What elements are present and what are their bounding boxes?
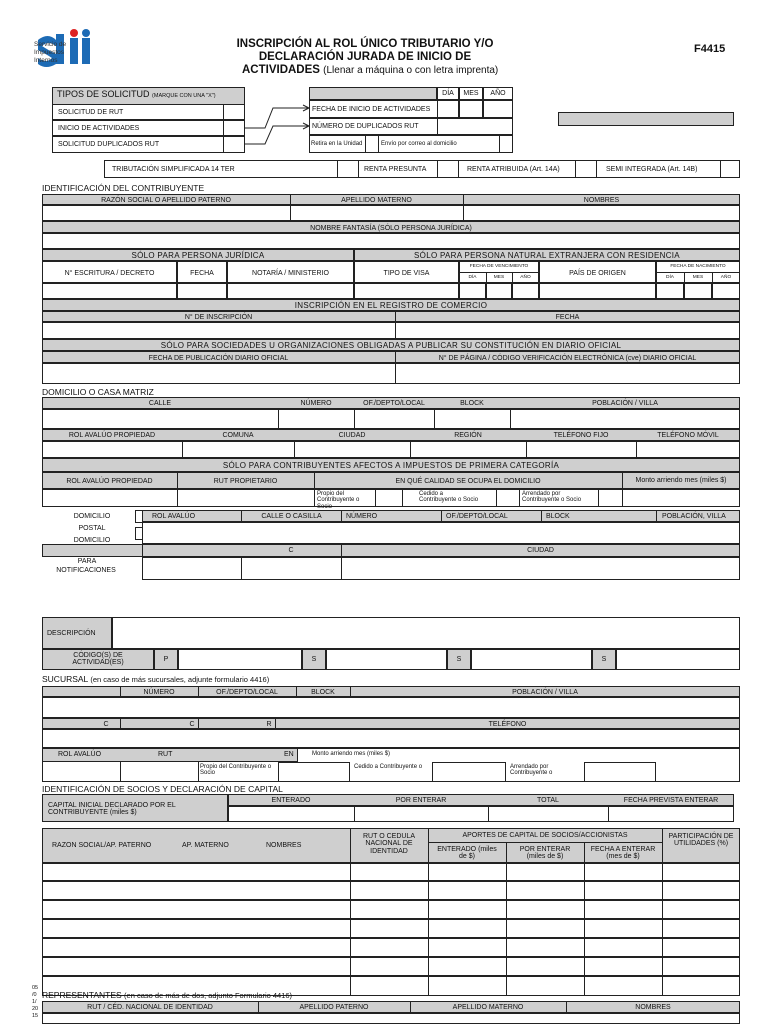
socios-aportes-label: APORTES DE CAPITAL DE SOCIOS/ACCIONISTAS	[462, 832, 628, 839]
pais-label: PAÍS DE ORIGEN	[569, 270, 626, 277]
codigo-s2-input[interactable]	[471, 649, 592, 670]
postal-row-input[interactable]	[142, 522, 740, 544]
sii-logo	[34, 28, 94, 72]
postal-ciudad-input[interactable]	[142, 557, 740, 580]
checkbox-envio-correo[interactable]	[499, 135, 513, 153]
fecha-inicio-label: FECHA DE INICIO DE ACTIVIDADES	[312, 106, 431, 113]
suc-cedido-label: Cedido a Contribuyente o	[354, 764, 423, 770]
registro-num-input[interactable]	[42, 322, 396, 339]
dom-calle-input[interactable]	[42, 409, 279, 429]
dom-rol-label: ROL AVALÚO PROPIEDAD	[68, 432, 156, 439]
dom-comuna-label: COMUNA	[222, 432, 254, 439]
primera-propio-label: Propio del Contribuyente o Socio	[317, 491, 360, 510]
dom-ciudad-input[interactable]	[294, 441, 411, 458]
capital-fecha-input[interactable]	[608, 806, 734, 822]
escritura-input[interactable]	[42, 283, 177, 299]
dom-region-label: REGIÓN	[454, 432, 482, 439]
socios-row[interactable]	[42, 863, 740, 881]
dom-poblacion-input[interactable]	[510, 409, 740, 429]
notif-label: NOTIFICACIONES	[56, 567, 116, 574]
primera-rut-label: RUT PROPIETARIO	[213, 478, 278, 485]
registro-fecha-label: FECHA	[555, 314, 580, 321]
tipo-label-inicio: INICIO DE ACTIVIDADES	[58, 125, 140, 132]
registro-num-label: N° DE INSCRIPCIÓN	[184, 314, 253, 321]
socios-por-enterar-label: POR ENTERAR (miles de $)	[519, 846, 571, 861]
footer-code-1: 05	[32, 985, 39, 991]
tipo-label-duplicado: SOLICITUD DUPLICADOS RUT	[58, 141, 160, 148]
postal-dom-label-3: DOMICILIO	[73, 537, 111, 544]
codigo-s1-label: S	[311, 656, 317, 663]
socios-row[interactable]	[42, 938, 740, 957]
capital-enterado-input[interactable]	[228, 806, 355, 822]
fecha-header-blank	[309, 87, 437, 100]
diario-pagina-input[interactable]	[395, 363, 740, 384]
capital-total-label: TOTAL	[537, 797, 559, 804]
ident-razon-input[interactable]	[42, 205, 291, 221]
primera-rut-input[interactable]	[177, 489, 315, 507]
postal-c-label: C	[288, 547, 294, 554]
checkbox-retira-unidad[interactable]	[365, 135, 379, 153]
checkbox-suc-cedido[interactable]	[432, 762, 506, 782]
rep-materno-label: APELLIDO MATERNO	[452, 1004, 524, 1011]
fecha-inicio-ano-input[interactable]	[483, 100, 513, 118]
checkbox-presunta[interactable]	[437, 160, 459, 178]
rep-paterno-label: APELLIDO PATERNO	[299, 1004, 369, 1011]
representantes-title: REPRESENTANTES (en caso de más de dos, adjunto Formulario 4416)	[42, 990, 293, 1000]
suc-c-label-1: C	[103, 721, 109, 728]
dom-depto-input[interactable]	[354, 409, 435, 429]
notaria-label: NOTARÍA / MINISTERIO	[252, 270, 329, 277]
suc-r-label: R	[266, 721, 272, 728]
rep-rut-label: RUT / CÉD. NACIONAL DE IDENTIDAD	[87, 1004, 213, 1011]
codigo-p-label: P	[163, 656, 169, 663]
codigo-s3-input[interactable]	[616, 649, 740, 670]
sucursal-row-1-input[interactable]	[42, 697, 740, 718]
nacimiento-label: FECHA DE NACIMIENTO	[670, 264, 726, 269]
capital-title: IDENTIFICACIÓN DE SOCIOS Y DECLARACIÓN DE CAPITAL	[42, 784, 283, 794]
checkbox-primera-arrendado[interactable]	[598, 489, 623, 507]
socios-razon-label: RAZON SOCIAL/AP. PATERNO	[52, 842, 152, 849]
rep-row-input[interactable]	[42, 1013, 740, 1024]
capital-enterado-label: ENTERADO	[271, 797, 311, 804]
codigo-s2-label: S	[456, 656, 462, 663]
descripcion-input[interactable]	[112, 617, 740, 649]
venc-ano-input[interactable]	[512, 283, 539, 299]
juridica-fecha-label: FECHA	[190, 270, 214, 277]
postal-calle-label: CALLE O CASILLA	[261, 513, 322, 520]
nac-ano-input[interactable]	[712, 283, 740, 299]
ident-title: IDENTIFICACIÓN DEL CONTRIBUYENTE	[42, 183, 205, 193]
regimen-atribuida-label: RENTA ATRIBUIDA (Art. 14A)	[467, 166, 560, 173]
logo-line-2: Impuestos	[34, 49, 64, 56]
checkbox-inicio-actividades[interactable]	[223, 120, 245, 136]
checkbox-primera-cedido[interactable]	[496, 489, 520, 507]
dom-movil-label: TELÉFONO MÓVIL	[657, 432, 719, 439]
codigo-s3-label: S	[601, 656, 607, 663]
diario-title: SÓLO PARA SOCIEDADES U ORGANIZACIONES OBLIGADAS A PUBLICAR SU CONSTITUCIÓN EN DIARIO OFICIAL	[160, 341, 622, 350]
ident-materno-input[interactable]	[290, 205, 464, 221]
sucursal-row-2-input[interactable]	[42, 729, 740, 748]
checkbox-atribuida[interactable]	[575, 160, 597, 178]
capital-por-enterar-input[interactable]	[354, 806, 489, 822]
juridica-fecha-input[interactable]	[177, 283, 227, 299]
suc-rut-label: RUT	[158, 751, 173, 758]
postal-ciudad-label: CIUDAD	[527, 547, 554, 554]
suc-arrendado-label: Arrendado por Contribuyente o	[510, 764, 553, 777]
primera-monto-input[interactable]	[622, 489, 740, 507]
rep-nombres-label: NOMBRES	[635, 1004, 671, 1011]
dom-fijo-label: TELÉFONO FIJO	[553, 432, 609, 439]
regimen-semi-label: SEMI INTEGRADA (Art. 14B)	[606, 166, 698, 173]
notaria-input[interactable]	[227, 283, 354, 299]
dom-numero-input[interactable]	[278, 409, 355, 429]
arrow-connectors	[245, 100, 311, 150]
capital-total-input[interactable]	[488, 806, 609, 822]
nac-ano-label: AÑO	[720, 275, 732, 280]
socios-rut-label: RUT O CEDULA NACIONAL DE IDENTIDAD	[363, 833, 415, 855]
visa-label: TIPO DE VISA	[383, 270, 430, 277]
label-dia: DÍA	[442, 90, 454, 97]
suc-rol-label: ROL AVALÚO	[58, 751, 102, 758]
form-title-line-3	[242, 64, 498, 77]
vencimiento-label: FECHA DE VENCIMIENTO	[469, 264, 529, 269]
primera-monto-label: Monto arriendo mes (miles $)	[635, 477, 727, 484]
postal-poblacion-label: POBLACIÓN, VILLA	[662, 513, 726, 520]
fantasia-label: NOMBRE FANTASÍA (SÓLO PERSONA JURÍDICA)	[310, 225, 472, 232]
tipos-solicitud-title: TIPOS DE SOLICITUD (MARQUE CON UNA "X")	[57, 89, 216, 99]
extranjera-title: SÓLO PARA PERSONA NATURAL EXTRANJERA CON RESIDENCIA	[414, 251, 680, 260]
checkbox-14ter[interactable]	[337, 160, 359, 178]
label-ano: AÑO	[490, 90, 506, 97]
label-mes: MES	[463, 90, 479, 97]
nac-mes-input[interactable]	[684, 283, 712, 299]
primera-calidad-label: EN QUÉ CALIDAD SE OCUPA EL DOMICILIO	[395, 478, 541, 485]
ident-nombres-input[interactable]	[463, 205, 740, 221]
codigo-p-input[interactable]	[178, 649, 302, 670]
suc-propio-label: Propio del Contribuyente o Socio	[200, 764, 272, 777]
dom-calle-label: CALLE	[148, 400, 172, 407]
suc-block-label: BLOCK	[311, 689, 335, 696]
checkbox-semi[interactable]	[720, 160, 740, 178]
form-code: F4415	[694, 43, 726, 55]
dom-numero-label: NÚMERO	[300, 400, 332, 407]
postal-rol-label: ROL AVALÚO	[152, 513, 196, 520]
socios-materno-label: AP. MATERNO	[182, 842, 229, 849]
socios-nombres-label: NOMBRES	[266, 842, 302, 849]
logo-line-1: Servicio de	[34, 41, 67, 48]
retira-unidad-label: Retira en la Unidad	[311, 141, 363, 147]
diario-fecha-label: FECHA DE PUBLICACIÓN DIARIO OFICIAL	[148, 355, 289, 362]
suc-depto-label: OF./DEPTO/LOCAL	[216, 689, 278, 696]
registro-fecha-input[interactable]	[395, 322, 740, 339]
form-title-note: (Llenar a máquina o con letra imprenta)	[323, 65, 499, 76]
dom-ciudad-label: CIUDAD	[338, 432, 366, 439]
venc-ano-label: AÑO	[520, 275, 531, 280]
tipo-label-rut: SOLICITUD DE RUT	[58, 109, 124, 116]
form-title-line-2: DECLARACIÓN JURADA DE INICIO DE	[258, 51, 472, 63]
primera-cedido-label: Cedido a Contribuyente o Socio	[419, 491, 479, 504]
postal-block-label: BLOCK	[546, 513, 570, 520]
ident-razon-label: RAZÓN SOCIAL O APELLIDO PATERNO	[101, 197, 231, 204]
capital-por-enterar-label: POR ENTERAR	[395, 797, 447, 804]
capital-fecha-label: FECHA PREVISTA ENTERAR	[623, 797, 719, 804]
descripcion-label: DESCRIPCIÓN	[47, 630, 96, 637]
visa-input[interactable]	[354, 283, 459, 299]
suc-monto-label: Monto arriendo mes (miles $)	[312, 751, 391, 757]
fantasia-input[interactable]	[42, 233, 740, 249]
envio-correo-label: Envío por correo al domicilio	[381, 141, 457, 147]
pais-input[interactable]	[539, 283, 656, 299]
socios-enterado-label: ENTERADO (miles de $)	[437, 846, 497, 861]
capital-declarado-label: CAPITAL INICIAL DECLARADO POR EL CONTRIBUYENTE (miles $)	[48, 802, 176, 817]
footer-code-3: 1/	[32, 999, 37, 1005]
nac-dia-input[interactable]	[656, 283, 684, 299]
ident-nombres-label: NOMBRES	[583, 197, 620, 204]
footer-code-2: /0	[32, 992, 37, 998]
juridica-title: SÓLO PARA PERSONA JURÍDICA	[131, 251, 265, 260]
codigos-label: CÓDIGO(S) DE ACTIVIDAD(ES)	[72, 652, 124, 667]
venc-mes-input[interactable]	[486, 283, 512, 299]
postal-numero-label: NÚMERO	[346, 513, 378, 520]
dom-depto-label: OF./DEPTO/LOCAL	[363, 400, 425, 407]
dom-region-input[interactable]	[410, 441, 527, 458]
sucursal-title: SUCURSAL (en caso de más sucursales, adjunte formulario 4416)	[42, 674, 270, 684]
notif-para-label: PARA	[77, 558, 97, 565]
venc-dia-input[interactable]	[459, 283, 486, 299]
logo-line-3: Internos	[34, 57, 58, 64]
num-duplicados-input[interactable]	[437, 118, 513, 135]
rut-asignado-field[interactable]	[558, 112, 734, 126]
checkbox-duplicados-rut[interactable]	[223, 136, 245, 153]
registro-title: INSCRIPCIÓN EN EL REGISTRO DE COMERCIO	[294, 301, 488, 310]
socios-fecha-label: FECHA A ENTERAR (mes de $)	[590, 846, 656, 861]
form-title-activities: ACTIVIDADES	[242, 64, 320, 76]
socios-row[interactable]	[42, 957, 740, 976]
postal-dom-label-2: POSTAL	[78, 525, 106, 532]
footer-code-5: 15	[32, 1013, 39, 1019]
nac-dia-label: DÍA	[666, 275, 674, 280]
dom-poblacion-label: POBLACIÓN / VILLA	[592, 400, 658, 407]
postal-dom-label-1: DOMICILIO	[73, 513, 111, 520]
suc-en-label: EN	[284, 751, 294, 758]
num-duplicados-label: NÚMERO DE DUPLICADOS RUT	[312, 123, 419, 130]
socios-row[interactable]	[42, 881, 740, 900]
dom-fijo-input[interactable]	[526, 441, 637, 458]
checkbox-solicitud-rut[interactable]	[223, 104, 245, 120]
regimen-presunta-label: RENTA PRESUNTA	[364, 166, 427, 173]
dom-block-input[interactable]	[434, 409, 511, 429]
codigo-s1-input[interactable]	[326, 649, 447, 670]
diario-pagina-label: N° DE PÁGINA / CÓDIGO VERIFICACIÓN ELECTRÓNICA (cve) DIARIO OFICIAL	[438, 355, 697, 362]
postal-depto-label: OF./DEPTO/LOCAL	[446, 513, 508, 520]
suc-numero-label: NÚMERO	[143, 689, 175, 696]
diario-fecha-input[interactable]	[42, 363, 396, 384]
regimen-14ter-label: TRIBUTACIÓN SIMPLIFICADA 14 TER	[112, 166, 235, 173]
socios-row[interactable]	[42, 900, 740, 919]
venc-mes-label: MES	[493, 275, 505, 280]
dom-comuna-input[interactable]	[182, 441, 295, 458]
escritura-label: N° ESCRITURA / DECRETO	[64, 270, 155, 277]
socios-row[interactable]	[42, 919, 740, 938]
ident-materno-label: APELLIDO MATERNO	[341, 197, 412, 204]
checkbox-primera-propio[interactable]	[375, 489, 403, 507]
footer-code-4: 20	[32, 1006, 39, 1012]
domicilio-title: DOMICILIO O CASA MATRIZ	[42, 387, 154, 397]
primera-rol-label: ROL AVALÚO PROPIEDAD	[66, 478, 153, 485]
venc-dia-label: DÍA	[468, 275, 477, 280]
primera-rol-input[interactable]	[42, 489, 178, 507]
primera-title: SÓLO PARA CONTRIBUYENTES AFECTOS A IMPUESTOS DE PRIMERA CATEGORÍA	[222, 461, 560, 470]
dom-movil-input[interactable]	[636, 441, 740, 458]
fecha-inicio-mes-input[interactable]	[459, 100, 483, 118]
dom-block-label: BLOCK	[460, 400, 484, 407]
suc-telefono-label: TELÉFONO	[488, 721, 527, 728]
checkbox-suc-arrendado[interactable]	[584, 762, 656, 782]
primera-arrendado-label: Arrendado por Contribuyente o Socio	[522, 491, 582, 504]
form-title-line-1: INSCRIPCIÓN AL ROL ÚNICO TRIBUTARIO Y/O	[236, 38, 494, 50]
dom-rol-input[interactable]	[42, 441, 183, 458]
suc-c-label-2: C	[189, 721, 195, 728]
socios-participacion-label: PARTICIPACIÓN DE UTILIDADES (%)	[668, 833, 734, 848]
checkbox-suc-propio[interactable]	[278, 762, 350, 782]
fecha-inicio-dia-input[interactable]	[437, 100, 459, 118]
suc-poblacion-label: POBLACIÓN / VILLA	[512, 689, 578, 696]
nac-mes-label: MES	[692, 275, 704, 280]
